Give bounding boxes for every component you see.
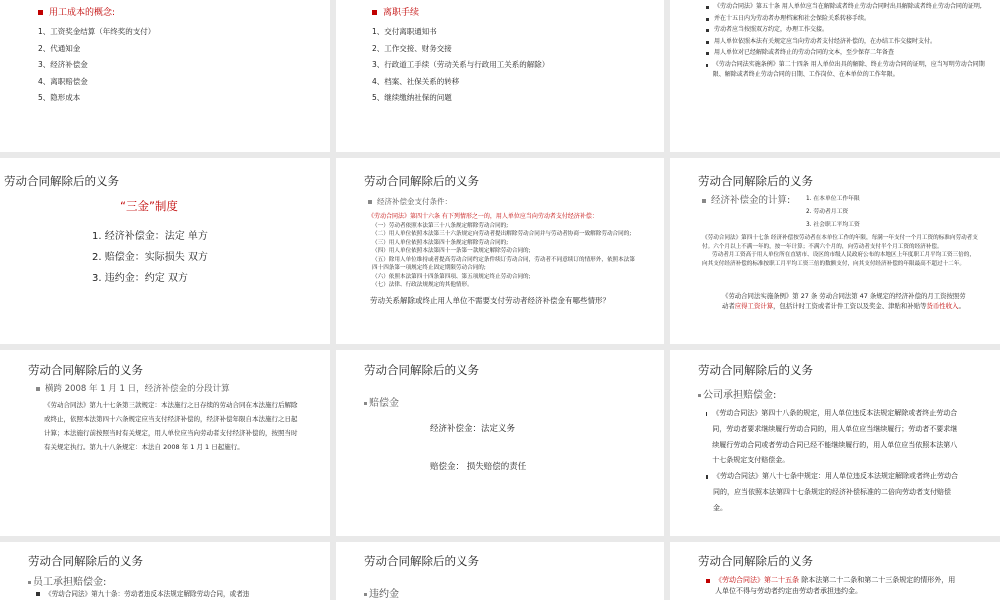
slide-title: 劳动合同解除后的义务 <box>4 174 119 188</box>
list-item: 《劳动合同法》第九十条：劳动者违反本法规定解除劳动合同，或者违 <box>45 590 250 598</box>
definition-line: 经济补偿金：法定义务 <box>430 424 516 434</box>
bullet-icon <box>706 64 708 67</box>
slide-title: 劳动合同解除后的义务 <box>698 554 813 568</box>
slide-heading: 违约金 <box>369 589 399 600</box>
bullet-icon <box>364 593 367 596</box>
bullet-icon <box>706 6 709 9</box>
slide-heading: 公司承担赔偿金: <box>703 390 777 401</box>
slide-heading: 经济补偿金的计算: <box>711 195 791 206</box>
slide-heading: 用工成本的概念: <box>49 8 116 18</box>
bullet-icon <box>368 200 372 204</box>
definition-line: 赔偿金： 损失赔偿的责任 <box>430 462 527 472</box>
fund-list <box>92 226 208 289</box>
slide-title: 劳动合同解除后的义务 <box>698 174 813 188</box>
slide-heading: “三金”制度 <box>120 199 178 213</box>
slide-subheading: 经济补偿金支付条件： <box>377 197 452 206</box>
list-item: 3. 社会职工平均工资 <box>806 222 860 228</box>
list-item: 《劳动合同法》第五十条 用人单位应当在解除或者终止劳动合同时出具解除或者终止劳动合同的证明, <box>714 3 982 10</box>
article-46 <box>368 213 638 290</box>
list-item: 2. 赔偿金：实际损失 双方 <box>92 252 208 263</box>
slide-employee-damages[interactable] <box>0 542 330 600</box>
bullet-icon <box>706 579 710 583</box>
bullet-icon <box>706 41 709 44</box>
slide-title: 劳动合同解除后的义务 <box>364 363 479 377</box>
slide-company-damages[interactable] <box>670 350 1000 536</box>
list-item: 1. 经济补偿金：法定 单方 <box>92 231 208 242</box>
slide-heading: 赔偿金 <box>369 398 399 409</box>
article-list <box>706 406 962 517</box>
slide-three-funds[interactable] <box>0 158 330 344</box>
slide-penalty-article-25[interactable] <box>670 542 1000 600</box>
list-item: 4、档案、社保关系的转移 <box>372 76 460 86</box>
bullet-icon <box>706 18 709 21</box>
slide-compensation-conditions[interactable] <box>336 158 664 344</box>
bullet-icon <box>706 412 707 416</box>
list-item: 1、工资奖金结算（年终奖的支付） <box>38 27 156 36</box>
article-97-text: 《劳动合同法》第九十七条第三款规定：本法施行之日存续的劳动合同在本法施行后解除或终止，依照本法第四十六条规定应当支付经济补偿的，经济补偿年限自本法施行之日起计算；本法施行前按照当时有关规定，用人单位应当向劳动者支付经济补偿的，按照当时有关规定执行。第九十八条规定：本法自 2008 年 1 月 1 日起施行。 <box>44 401 298 451</box>
list-item: 2. 劳动者月工资 <box>806 209 849 215</box>
list-item: 2、工作交接、财务交接 <box>372 43 452 53</box>
list-item: 3、经济补偿金 <box>38 60 88 69</box>
paragraph: 劳动者月工资高于用人单位所在直辖市、设区的市级人民政府公布的本地区上年度职工月平均工资三倍的，向其支付经济补偿的标准按职工月平均工资三倍的数额支付，向其支付经济补偿的年限最高不超过十二年。 <box>702 252 975 267</box>
list-item: 《劳动合同法》第四十八条的规定，用人单位违反本法规定解除或者终止劳动合同，劳动者要求继续履行劳动合同的，用人单位应当继续履行；劳动者不要求继续履行劳动合同或者劳动合同已经不能继续履行的，用人单位应当依照本法第八十七条规定支付赔偿金。 <box>712 409 958 465</box>
list-item: （三）用人单位依照本法第四十条规定解除劳动合同的; <box>372 239 509 246</box>
list-item: （七）法律、行政法规规定的其他情形。 <box>372 282 473 288</box>
paragraph: 《劳动合同法》第四十七条 经济补偿按劳动者在本单位工作的年限，每满一年支付一个月工资的标准向劳动者支付。六个月以上不满一年的，按一年计算；不满六个月的，向劳动者支付半个月工资的经济补偿。 <box>702 235 978 250</box>
slide-law-article-50[interactable] <box>670 0 1000 152</box>
procedure-list <box>372 24 549 107</box>
calc-factor-list <box>806 193 860 232</box>
slide-heading: 离职手续 <box>383 8 420 18</box>
slide-heading: 员工承担赔偿金: <box>33 577 107 588</box>
list-item: 3. 违约金：约定 双方 <box>92 273 188 284</box>
list-item: （六）依照本法第四十四条第四项、第五项规定终止劳动合同的; <box>372 273 531 280</box>
slide-title: 劳动合同解除后的义务 <box>28 554 143 568</box>
list-item: 并在十五日内为劳动者办理档案和社会保险关系转移手续。 <box>714 14 871 22</box>
list-item: 《劳动合同法》第八十七条中规定：用人单位违反本法规定解除或者终止劳动合同的，应当依照本法第四十七条规定的经济补偿标准的二倍向劳动者支付赔偿金。 <box>713 472 958 512</box>
bullet-icon <box>38 10 43 15</box>
list-item: （四）用人单位依照本法第四十一条第一款规定解除劳动合同的; <box>372 248 531 254</box>
article-47 <box>702 234 978 268</box>
bullet-icon <box>364 402 367 405</box>
slide-labor-cost-concept[interactable] <box>0 0 330 152</box>
slide-title: 劳动合同解除后的义务 <box>698 363 813 377</box>
list-item: 劳动者应当按照双方约定，办理工作交接。 <box>714 26 829 33</box>
article-list <box>706 2 988 81</box>
bullet-icon <box>372 10 377 15</box>
list-item: 用人单位依照本法有关规定应当向劳动者支付经济补偿的，在办结工作交接时支付。 <box>714 37 937 45</box>
list-item: 1、交付离职通知书 <box>372 27 437 36</box>
bullet-icon <box>706 475 708 479</box>
list-item: 3、行政道工手续（劳动关系与行政用工关系的解除） <box>372 60 550 69</box>
slide-title: 劳动合同解除后的义务 <box>364 554 479 568</box>
slide-resignation-procedures[interactable] <box>336 0 664 152</box>
list-item: 5、继续缴纳社保的问题 <box>372 93 452 102</box>
list-item: 5、隐形成本 <box>38 93 81 102</box>
list-item: 用人单位对已经解除或者终止的劳动合同的文本，至少保存二年备查 <box>714 49 895 56</box>
slide-heading: 横跨 2008 年 1 月 1 日，经济补偿金的分段计算 <box>45 384 230 394</box>
cost-list <box>38 24 155 107</box>
slide-compensation-calculation[interactable] <box>670 158 1000 344</box>
question-text: 劳动关系解除或终止用人单位不需要支付劳动者经济补偿金有哪些情形？ <box>370 296 610 305</box>
bullet-icon <box>706 52 709 55</box>
slide-segmented-calculation[interactable] <box>0 350 330 536</box>
list-item: 《劳动合同法实施条例》第二十四条 用人单位出具的解除、终止劳动合同的证明，应当写明劳动合同期限、解除或者终止劳动合同的日期、工作岗位、在本单位的工作年限。 <box>712 60 985 78</box>
bullet-icon <box>702 199 706 203</box>
list-item: 2、代通知金 <box>38 43 81 53</box>
slide-title: 劳动合同解除后的义务 <box>28 363 143 377</box>
list-item: 1. 在本单位工作年限 <box>806 196 860 202</box>
bullet-icon <box>36 387 40 391</box>
slide-damages-definition[interactable] <box>336 350 664 536</box>
list-item: 《劳动合同法》第二十五条 除本法第二十二条和第二十三条规定的情形外，用人单位不得与劳动者约定由劳动者承担违约金。 <box>715 576 956 595</box>
regulation-27: 《劳动合同法实施条例》第 27 条 劳动合同法第 47 条规定的经济补偿的月工资按照劳动者应得工资计算，包括计时工资或者计件工资以及奖金、津贴和补贴等货币性收入。 <box>722 292 966 310</box>
slide-penalty[interactable] <box>336 542 664 600</box>
bullet-icon <box>698 394 701 397</box>
list-item: （五）除用人单位维持或者提高劳动合同约定条件续订劳动合同，劳动者不同意续订的情形外，依照本法第四十四条第一项规定终止固定期限劳动合同的; <box>372 256 635 271</box>
law-title: 《劳动合同法》第四十六条 有下列情形之一的，用人单位应当向劳动者支付经济补偿： <box>368 213 598 220</box>
list-item: 4、离职赔偿金 <box>38 76 88 86</box>
list-item: （二）用人单位依照本法第三十六条规定向劳动者提出解除劳动合同并与劳动者协商一致解除劳动合同的; <box>372 231 632 237</box>
slide-title: 劳动合同解除后的义务 <box>364 174 479 188</box>
bullet-icon <box>28 581 31 584</box>
list-item: （一）劳动者依照本法第三十八条规定解除劳动合同的; <box>372 222 509 229</box>
bullet-icon <box>706 29 709 32</box>
bullet-icon <box>36 592 40 596</box>
